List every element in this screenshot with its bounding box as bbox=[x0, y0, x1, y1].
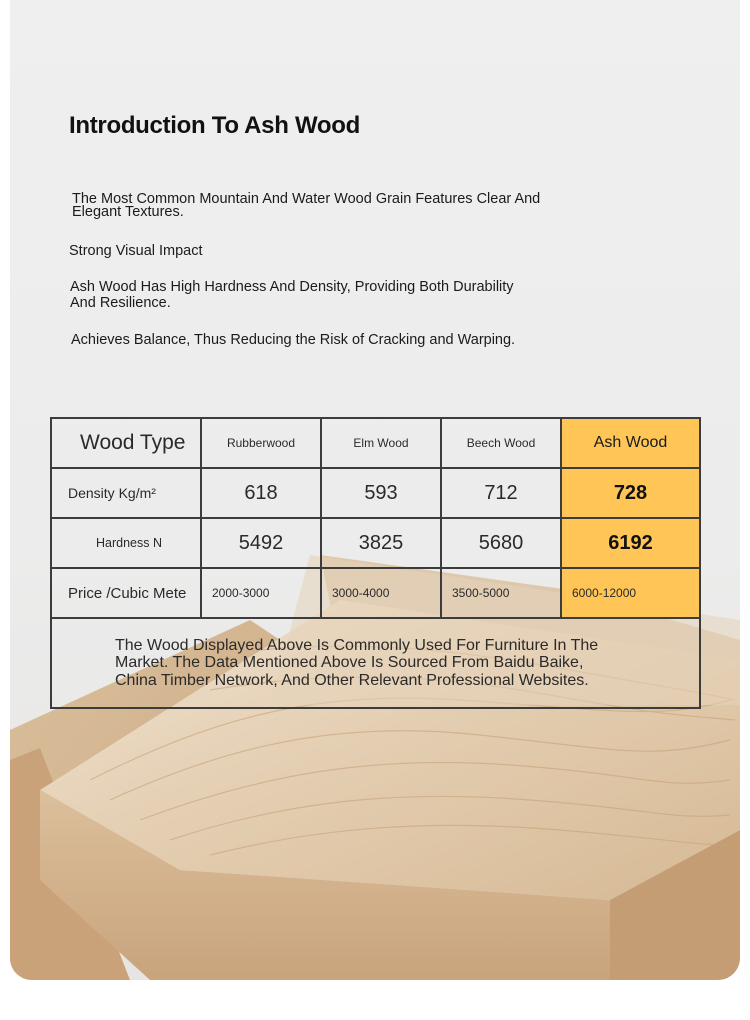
feature-text-balance: Achieves Balance, Thus Reducing the Risk of Cracking and Warping. bbox=[71, 332, 516, 348]
column-rubberwood: Rubberwood bbox=[201, 418, 321, 468]
hardness-rubberwood: 5492 bbox=[201, 518, 321, 568]
wood-comparison-table bbox=[50, 417, 701, 709]
feature-text-grain: The Most Common Mountain And Water Wood Grain Features Clear And Elegant Textures. bbox=[72, 191, 541, 220]
hardness-beech-wood: 5680 bbox=[441, 518, 561, 568]
hardness-label: Hardness N bbox=[51, 518, 201, 568]
hardness-elm-wood: 3825 bbox=[321, 518, 441, 568]
column-ash-wood: Ash Wood bbox=[561, 418, 700, 468]
density-rubberwood: 618 bbox=[201, 468, 321, 518]
price-elm-wood: 3000-4000 bbox=[321, 568, 441, 618]
feature-text-visual: Strong Visual Impact bbox=[69, 243, 203, 259]
table-row bbox=[51, 568, 700, 618]
density-elm-wood: 593 bbox=[321, 468, 441, 518]
table-header-row bbox=[51, 418, 700, 468]
source-note: The Wood Displayed Above Is Commonly Used For Furniture In The Market. The Data Mentioned Above Is Sourced From Baidu Baike, China Timber Network, And Other Relevant Professional Websites. bbox=[51, 618, 700, 708]
price-label: Price /Cubic Mete bbox=[51, 568, 201, 618]
table-row bbox=[51, 468, 700, 518]
density-ash-wood: 728 bbox=[561, 468, 700, 518]
product-card bbox=[10, 0, 740, 980]
price-beech-wood: 3500-5000 bbox=[441, 568, 561, 618]
table-note-row bbox=[51, 618, 700, 708]
hardness-ash-wood: 6192 bbox=[561, 518, 700, 568]
price-ash-wood: 6000-12000 bbox=[561, 568, 700, 618]
column-beech-wood: Beech Wood bbox=[441, 418, 561, 468]
density-label: Density Kg/m² bbox=[51, 468, 201, 518]
feature-text-hardness: Ash Wood Has High Hardness And Density, Providing Both Durability And Resilience. bbox=[70, 279, 514, 311]
page-title: Introduction To Ash Wood bbox=[69, 112, 360, 139]
density-beech-wood: 712 bbox=[441, 468, 561, 518]
table-row bbox=[51, 518, 700, 568]
column-elm-wood: Elm Wood bbox=[321, 418, 441, 468]
price-rubberwood: 2000-3000 bbox=[201, 568, 321, 618]
wood-type-label: Wood Type bbox=[51, 418, 201, 468]
